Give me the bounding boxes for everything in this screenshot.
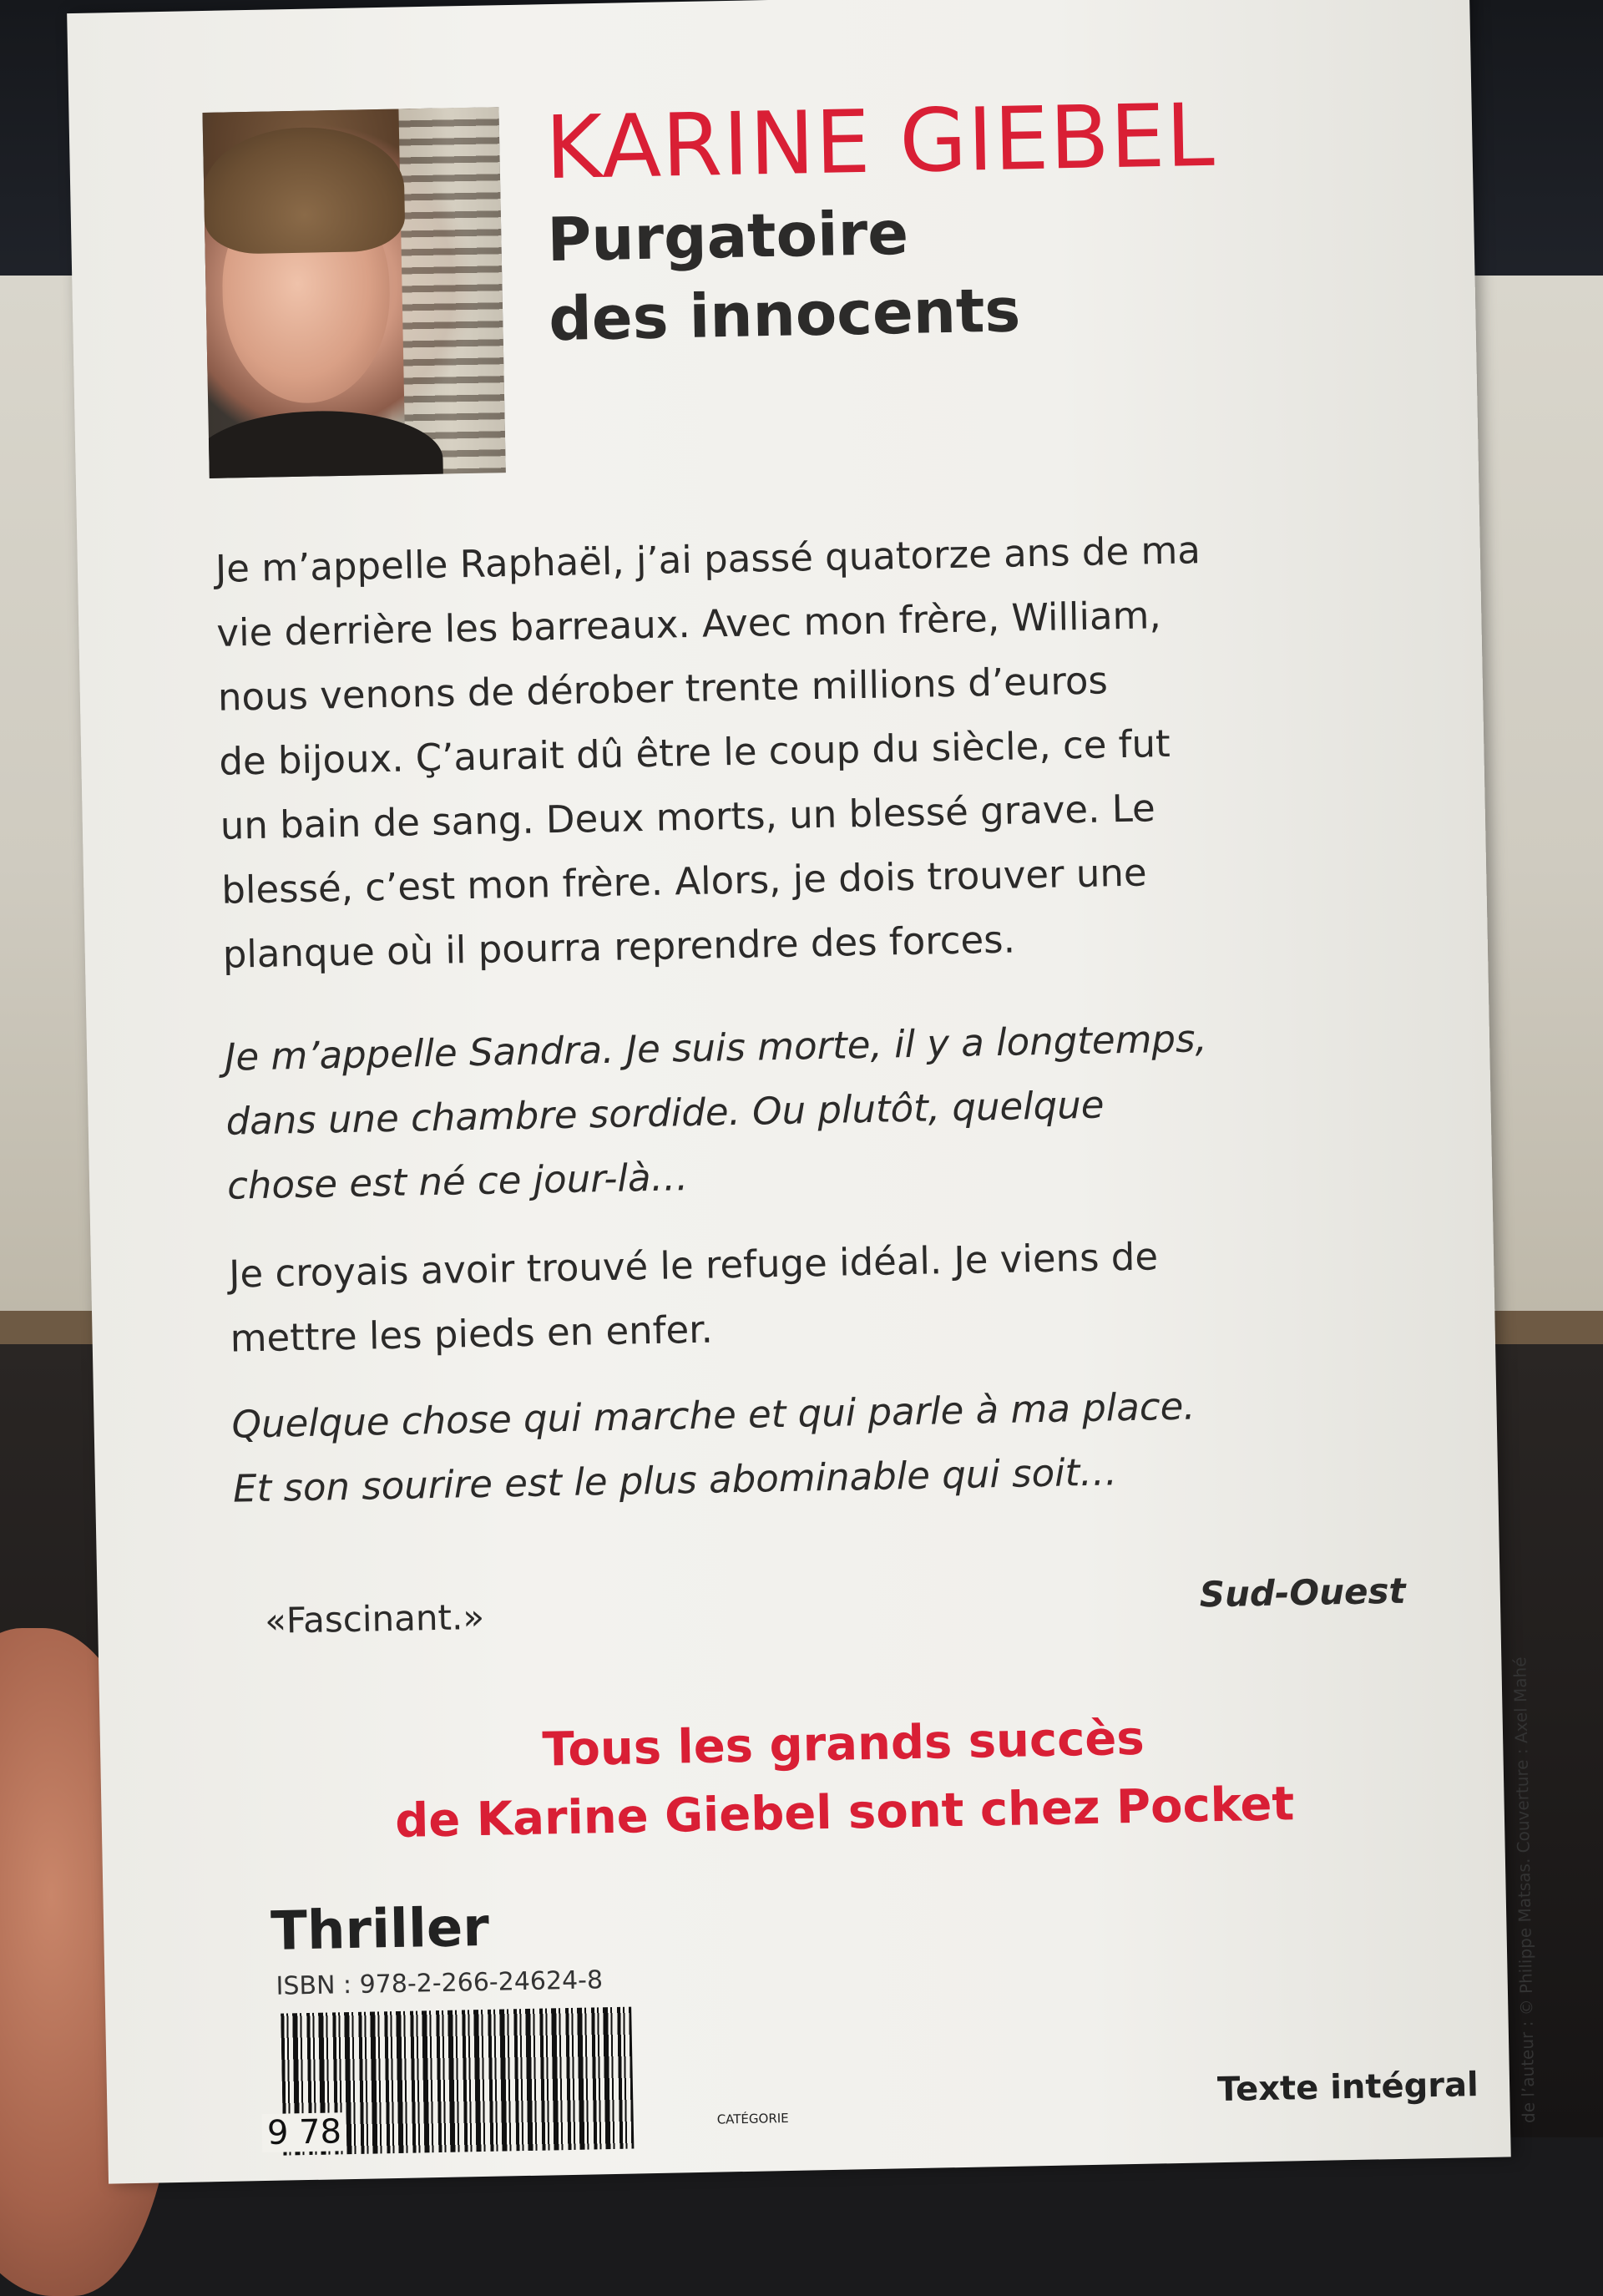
blurb-paragraph-sandra (224, 1003, 1396, 1218)
blurb-paragraph-raphael (215, 514, 1392, 987)
barcode-digits: 9 78 (261, 2112, 346, 2152)
blurb-line: Je m’appelle Raphaël, j’ai passé quatorze ans de ma (215, 528, 1201, 591)
blurb-line: vie derrière les barreaux. Avec mon frère, William, (215, 593, 1162, 655)
genre-label: Thriller (270, 1896, 490, 1963)
blurb-line: Je croyais avoir trouvé le refuge idéal. Je viens de (228, 1234, 1159, 1297)
blurb-line: mettre les pieds en enfer. (230, 1307, 714, 1361)
edition-note: Texte intégral (1216, 2066, 1479, 2110)
blurb-paragraph-refuge (228, 1220, 1399, 1371)
blurb-line: dans une chambre sordide. Ou plutôt, quelque (225, 1082, 1105, 1144)
blurb-paragraph-sourire (231, 1370, 1403, 1521)
author-hair (203, 125, 406, 255)
photo-credits: de l’auteur : © Philippe Matsas. Couverture : Axel Mahé (1509, 1656, 1539, 2124)
press-quote: «Fascinant.» (264, 1596, 485, 1641)
book-title-line: des innocents (548, 275, 1021, 355)
isbn: ISBN : 978-2-266-24624-8 (276, 1965, 604, 2001)
blurb-line: de bijoux. Ç’aurait dû être le coup du siècle, ce fut (218, 721, 1171, 784)
blurb-line: chose est né ce jour-là… (226, 1155, 690, 1208)
book-title (547, 191, 1022, 359)
blurb-line: blessé, c’est mon frère. Alors, je dois trouver une (220, 850, 1148, 913)
blurb-line: nous venons de dérober trente millions d’euros (217, 658, 1109, 720)
promo-line: Tous les grands succès (542, 1711, 1145, 1778)
window-blinds (398, 107, 505, 474)
blurb-line: Quelque chose qui marche et qui parle à ma place. (231, 1383, 1196, 1447)
blurb-line: planque où il pourra reprendre des forces. (222, 917, 1016, 977)
book-back-cover (67, 0, 1539, 2184)
promo-line: de Karine Giebel sont chez Pocket (394, 1777, 1295, 1848)
press-quote-source: Sud-Ouest (1199, 1570, 1406, 1616)
author-name: KARINE GIEBEL (544, 83, 1216, 200)
book-title-line: Purgatoire (546, 197, 909, 276)
blurb-line: Et son sourire est le plus abominable qui soit… (232, 1449, 1118, 1511)
author-photo (202, 107, 505, 478)
blurb-line: Je m’appelle Sandra. Je suis morte, il y a longtemps, (224, 1016, 1208, 1080)
blurb-line: un bain de sang. Deux morts, un blessé grave. Le (220, 786, 1156, 848)
category-label: CATÉGORIE (716, 2110, 789, 2127)
publisher-promo (300, 1700, 1388, 1858)
